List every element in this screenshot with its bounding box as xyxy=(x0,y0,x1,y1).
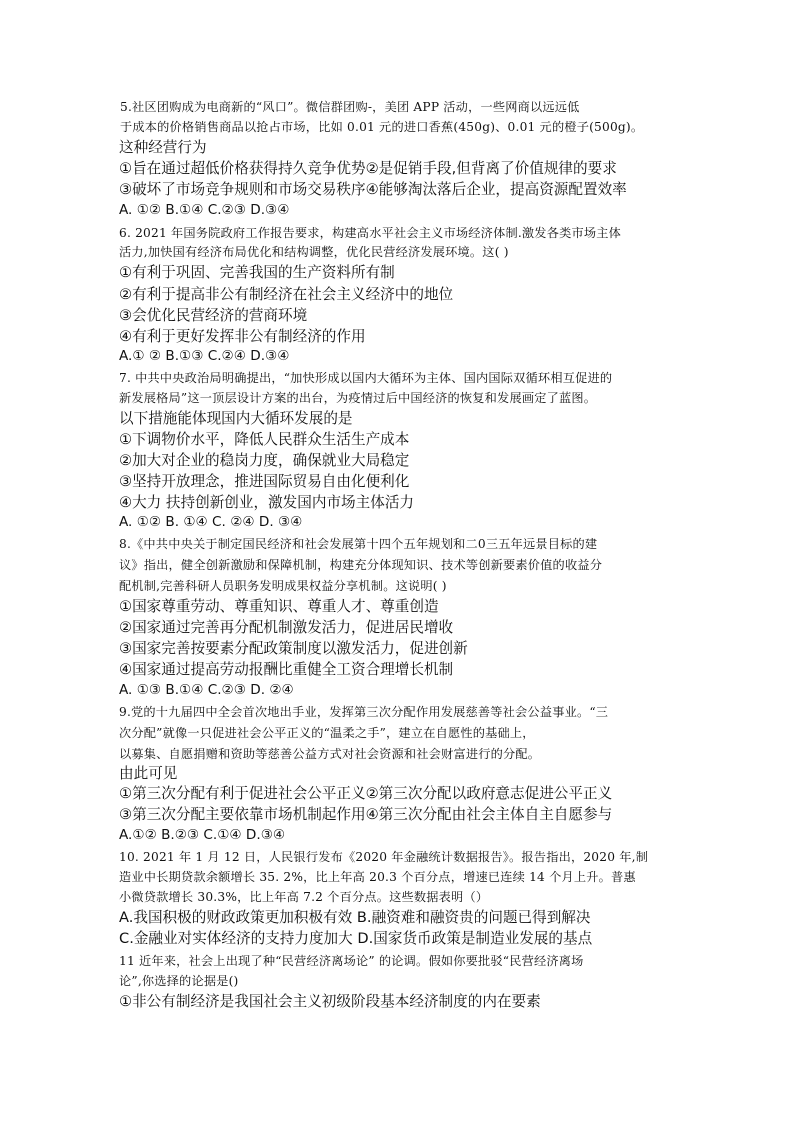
q9-stem-line-3: 以募集、自愿捐赠和资助等慈善公益方式对社会资源和社会财富进行的分配。 xyxy=(119,747,541,761)
q6-stem-line-1: 6. 2021 年国务院政府工作报告要求，构建高水平社会主义市场经济体制.激发各类市场主体 xyxy=(119,226,622,240)
q8-statement-2: ②国家通过完善再分配机制激发活力，促进居民增收 xyxy=(119,619,454,636)
q6-statement-4: ④有利于更好发挥非公有制经济的作用 xyxy=(119,328,366,345)
q11-statement-1: ①非公有制经济是我国社会主义初级阶段基本经济制度的内在要素 xyxy=(119,993,541,1010)
q8-stem-line-2: 议》指出，健全创新激励和保障机制，构建充分体现知识、技术等创新要素价值的收益分 xyxy=(119,558,603,572)
q9-statement-3-4: ③第三次分配主要依靠市场机制起作用④第三次分配由社会主体自主自愿参与 xyxy=(119,806,613,823)
q10-stem-line-3: 小微贷款增长 30.3%，比上年高 7.2 个百分点。这些数据表明（） xyxy=(119,890,489,904)
q6-statement-2: ②有利于提高非公有制经济在社会主义经济中的地位 xyxy=(119,286,454,303)
q5-stem-line-2: 于成本的价格销售商品以抢占市场，比如 0.01 元的进口香蕉(450g)、0.01 元的橙子(500g)。 xyxy=(120,120,644,134)
q9-stem-line-1: 9.党的十九届四中全会首次地出手业，发挥第三次分配作用发展慈善等社会公益事业。“三 xyxy=(119,705,609,719)
q8-stem-line-1: 8.《中共中央关于制定国民经济和社会发展第十四个五年规划和二0三五年远景目标的建 xyxy=(119,537,598,551)
q6-statement-3: ③会优化民营经济的营商环境 xyxy=(119,307,308,324)
q7-stem-line-2: 新发展格局”这一顶层设计方案的出台，为疫情过后中国经济的恢复和发展画定了蓝图。 xyxy=(119,391,597,405)
q10-stem-line-1: 10. 2021 年 1 月 12 日，人民银行发布《2020 年金融统计数据报告》。报告指出，2020 年,制 xyxy=(119,850,649,864)
q8-statement-1: ①国家尊重劳动、尊重知识、尊重人才、尊重创造 xyxy=(119,598,439,615)
q9-options: A.①② B.②③ C.①④ D.③④ xyxy=(119,827,286,843)
q5-stem-line-3: 这种经营行为 xyxy=(119,139,207,156)
q11-stem-line-1: 11 近年来，社会上出现了种“民营经济离场论” 的论调。假如你要批驳“民营经济离场 xyxy=(119,954,584,968)
q9-statement-1-2: ①第三次分配有利于促进社会公平正义②第三次分配以政府意志促进公平正义 xyxy=(119,785,613,802)
q5-statement-3-4: ③破坏了市场竞争规则和市场交易秩序④能够淘汰落后企业，提高资源配置效率 xyxy=(119,181,627,198)
q10-options-c-d: C.金融业对实体经济的支持力度加大 D.国家货币政策是制造业发展的基点 xyxy=(119,930,593,947)
q7-options: A. ①② B. ①④ C. ②④ D. ③④ xyxy=(119,514,303,530)
q8-options: A. ①③ B.①④ C.②③ D. ②④ xyxy=(119,682,294,698)
q7-stem-line-1: 7. 中共中央政治局明确提出，“加快形成以国内大循环为主体、国内国际双循环相互促进的 xyxy=(119,371,613,385)
q5-options: A. ①② B.①④ C.②③ D.③④ xyxy=(119,202,290,218)
q11-stem-line-2: 论”,你选择的论据是() xyxy=(119,974,239,988)
q5-statement-1-2: ①旨在通过超低价格获得持久竞争优势②是促销手段,但背离了价值规律的要求 xyxy=(119,160,617,177)
q10-stem-line-2: 造业中长期贷款余额增长 35. 2%，比上年高 20.3 个百分点，增速已连续 14 个月上升。普惠 xyxy=(119,870,636,884)
q8-stem-line-3: 配机制,完善科研人员职务发明成果权益分享机制。这说明( ) xyxy=(119,579,447,593)
q7-statement-2: ②加大对企业的稳岗力度，确保就业大局稳定 xyxy=(119,452,410,469)
q8-statement-4: ④国家通过提高劳动报酬比重健全工资合理增长机制 xyxy=(119,661,454,678)
q10-options-a-b: A.我国积极的财政政策更加积极有效 B.融资难和融资贵的问题已得到解决 xyxy=(119,909,591,926)
q6-options: A.① ② B.①③ C.②④ D.③④ xyxy=(119,348,290,364)
q7-statement-3: ③坚持开放理念，推进国际贸易自由化便利化 xyxy=(119,473,410,490)
q7-stem-line-3: 以下措施能体现国内大循环发展的是 xyxy=(119,410,353,427)
q5-stem-line-1: 5.社区团购成为电商新的“风口”。微信群团购-，美团 APP 活动，一些网商以远远低 xyxy=(120,100,580,114)
q7-statement-1: ①下调物价水平，降低人民群众生活生产成本 xyxy=(119,431,410,448)
q7-statement-4: ④大力 扶持创新创业，激发国内市场主体活力 xyxy=(119,494,415,511)
q6-stem-line-2: 活力,加快国有经济布局优化和结构调整，优化民营经济发展环境。这( ) xyxy=(119,245,509,259)
q9-stem-line-4: 由此可见 xyxy=(119,765,178,782)
q8-statement-3: ③国家完善按要素分配政策制度以激发活力，促进创新 xyxy=(119,640,468,657)
q9-stem-line-2: 次分配”就像一只促进社会公平正义的“温柔之手”，建立在自愿性的基础上， xyxy=(119,726,535,740)
q6-statement-1: ①有利于巩固、完善我国的生产资料所有制 xyxy=(119,264,395,281)
